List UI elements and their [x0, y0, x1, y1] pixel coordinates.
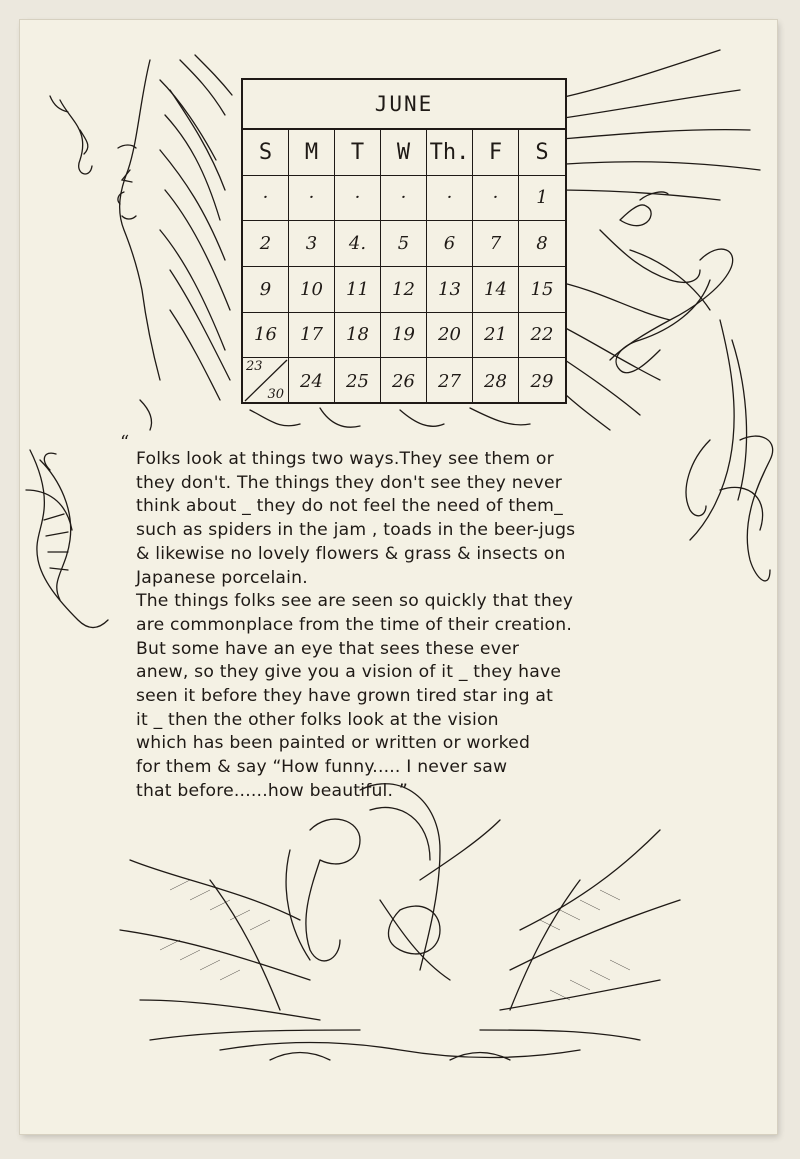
day-cell: 3 — [289, 221, 335, 267]
day-cell: · — [335, 176, 381, 222]
day-23: 23 — [246, 359, 263, 375]
day-cell: 13 — [427, 267, 473, 313]
day-cell: 9 — [243, 267, 289, 313]
quote-line: anew, so they give you a vision of it _ they have — [136, 662, 562, 683]
quote-line: But some have an eye that sees these ever — [136, 638, 520, 659]
quote-line: they don't. The things they don't see they never — [136, 472, 562, 493]
day-cell: · — [381, 176, 427, 222]
day-cell: 7 — [473, 221, 519, 267]
day-cell: 15 — [519, 267, 565, 313]
day-cell: 10 — [289, 267, 335, 313]
day-cell: · — [473, 176, 519, 222]
day-cell: 6 — [427, 221, 473, 267]
quote-line: & likewise no lovely flowers & grass & insects on — [136, 543, 566, 564]
day-cell: 14 — [473, 267, 519, 313]
quote-line: Folks look at things two ways.They see them or — [136, 449, 554, 469]
day-cell: 11 — [335, 267, 381, 313]
calendar-grid — [243, 130, 565, 404]
day-cell: · — [427, 176, 473, 222]
quote-line: that before......how beautiful. ” — [136, 780, 408, 801]
quote-line: seen it before they have grown tired star ing at — [136, 686, 554, 707]
day-cell: 29 — [530, 370, 554, 392]
day-cell: 18 — [335, 313, 381, 359]
quote-line: for them & say “How funny..... I never saw — [136, 757, 508, 778]
weekday-monday: M — [289, 130, 335, 176]
day-cell: 17 — [289, 313, 335, 359]
day-cell: 19 — [381, 313, 427, 359]
weekday-friday: F — [473, 130, 519, 176]
leaves-and-babies-illustration — [120, 784, 680, 1060]
weekday-thursday: Th. — [427, 130, 473, 176]
quote-line: which has been painted or written or worked — [136, 733, 531, 754]
weekday-saturday: S — [519, 130, 565, 176]
quote-line: The things folks see are seen so quickly that they — [136, 591, 574, 612]
day-cell: 26 — [381, 358, 427, 404]
day-cell: · — [243, 176, 289, 222]
quote-line: Japanese porcelain. — [136, 567, 308, 588]
seed-pod-illustration — [26, 450, 108, 628]
day-cell: 21 — [473, 313, 519, 359]
quote-line: are commonplace from the time of their creation. — [136, 614, 573, 635]
day-cell: 28 — [473, 358, 519, 404]
day-cell: 22 — [519, 313, 565, 359]
calendar-month-title: JUNE — [243, 80, 565, 130]
weekday-sunday: S — [243, 130, 289, 176]
quote-line: such as spiders in the jam , toads in the beer-jugs — [136, 520, 576, 541]
day-cell-split — [243, 358, 289, 404]
calendar-page — [20, 20, 777, 1134]
quote-open-mark: “ — [120, 432, 130, 453]
day-cell: 25 — [335, 358, 381, 404]
day-cell: 5 — [381, 221, 427, 267]
quote-line: think about _ they do not feel the need of them_ — [136, 496, 563, 517]
day-cell: 20 — [427, 313, 473, 359]
june-calendar — [241, 78, 567, 404]
leaf-hatching — [160, 880, 630, 1000]
day-cell: · — [289, 176, 335, 222]
weekday-tuesday: T — [335, 130, 381, 176]
day-cell: 1 — [519, 176, 565, 222]
day-cell: 8 — [519, 221, 565, 267]
sun-rays-right-illustration — [550, 50, 760, 430]
weekday-wednesday: W — [381, 130, 427, 176]
day-cell: 16 — [243, 313, 289, 359]
day-cell: 2 — [243, 221, 289, 267]
day-cell: 12 — [381, 267, 427, 313]
handwritten-quote — [136, 448, 696, 804]
day-cell: 4. — [335, 221, 381, 267]
day-30: 30 — [267, 387, 284, 402]
quote-line: it _ then the other folks look at the vision — [136, 709, 499, 730]
day-cell: 27 — [427, 358, 473, 404]
day-cell: 24 — [289, 358, 335, 404]
